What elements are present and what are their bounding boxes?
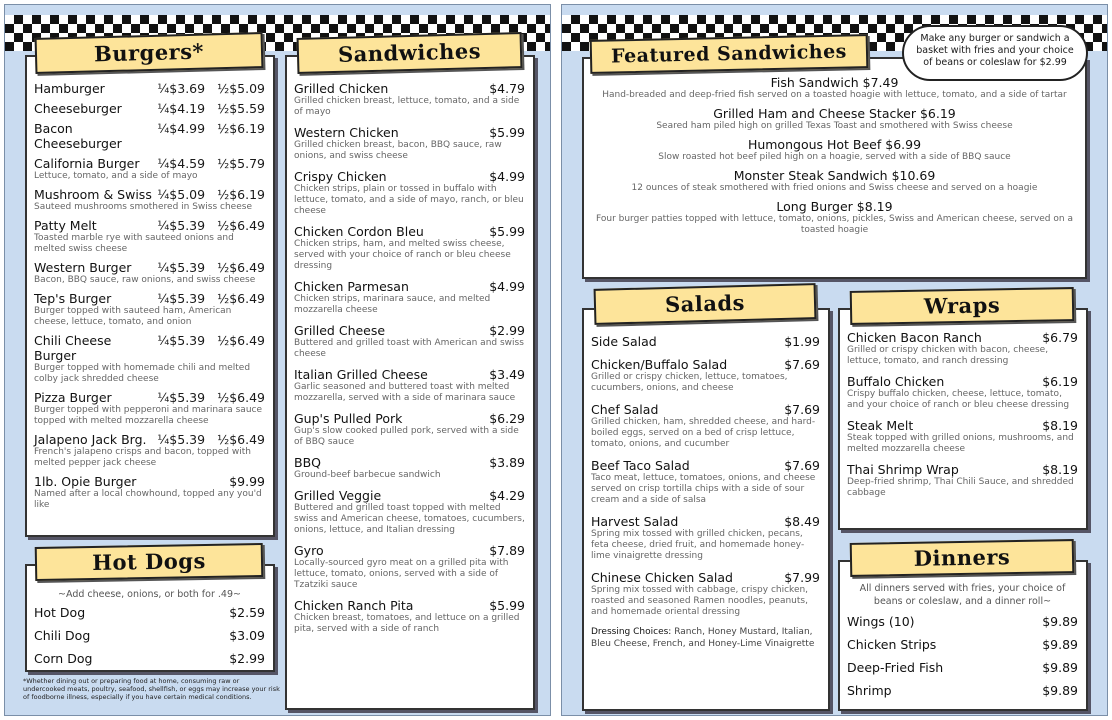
dressing-choices [591,626,820,650]
wraps-section [838,308,1088,530]
salads-banner [594,283,817,325]
salad-row [591,402,820,417]
half-pound-price: ½$6.49 [217,218,265,233]
dressing-text: Ranch, Honey Mustard, Italian, Bleu Cheese, French, and Honey-Lime Vinaigrette [591,627,815,649]
dinner-item [847,637,1078,652]
hotdog-item [34,628,265,643]
featured-item [594,137,1075,163]
food-safety-disclaimer: *Whether dining out or preparing food at home, consuming raw or undercooked meats, poultry, seafood, shellfish, or eggs may increase your risk of foodborne illness, especially if you have certain medical conditions. [23,677,280,701]
sandwich-row [294,543,525,558]
burger-prices [157,121,265,136]
dinner-row [847,660,1078,675]
dinner-name: Deep-Fried Fish [847,660,944,675]
salad-name: Beef Taco Salad [591,458,690,473]
wrap-row [847,330,1078,345]
burger-item [34,291,265,328]
salad-name: Harvest Salad [591,514,679,529]
featured-list [594,75,1075,236]
hotdogs-note: ~Add cheese, onions, or both for .49~ [58,589,241,600]
hotdog-row [34,651,265,666]
sandwich-name: Grilled Cheese [294,323,386,338]
wraps-title: Wraps [923,292,1001,319]
burger-row [34,156,265,171]
sandwich-price: $6.29 [489,411,525,426]
sandwich-item [294,543,525,591]
burger-item [34,260,265,286]
sandwich-description: Grilled chicken breast, lettuce, tomato, and a side of mayo [294,96,520,117]
burger-row [34,291,265,306]
dinners-note: All dinners served with fries, your choice of beans or coleslaw, and a dinner roll~ [859,583,1066,607]
sandwich-row [294,367,525,382]
sandwich-description: Ground-beef barbecue sandwich [294,470,441,480]
hotdogs-banner [35,543,264,581]
burger-row [34,101,265,116]
burger-description: Burger topped with homemade chili and melted colby jack shredded cheese [34,363,251,384]
salad-item [591,402,820,450]
salad-description: Spring mix tossed with cabbage, crispy chicken, roasted and seasoned Ramen noodles, peanuts, and homemade oriental dressing [591,585,809,617]
sandwich-price: $3.89 [489,455,525,470]
burgers-title: Burgers* [93,38,205,67]
burger-item [34,101,265,116]
quarter-pound-price: ¼$4.19 [157,101,206,116]
sandwich-description: Buttered and grilled toast topped with melted swiss and American cheese, tomatoes, cucumbers, onions, lettuce, and Italian dressing [294,503,525,535]
sandwich-price: $4.99 [489,169,525,184]
dinner-row [847,637,1078,652]
burger-name: Mushroom & Swiss [34,187,152,202]
quarter-pound-price: ¼$3.69 [157,81,206,96]
hotdog-price: $3.09 [229,628,265,643]
dinners-section [838,560,1088,711]
burger-description: Burger topped with sauteed ham, American cheese, lettuce, tomato, and onion [34,306,232,327]
menu-page-right [561,4,1108,716]
burger-name: Bacon Cheeseburger [34,121,122,151]
quarter-pound-price: ¼$5.39 [157,260,206,275]
dressing-label: Dressing Choices: [591,627,672,637]
salad-row [591,570,820,585]
burger-item [34,156,265,182]
burger-row [34,121,265,151]
sandwich-price: $5.99 [489,598,525,613]
dinner-item [847,614,1078,629]
salad-price: $7.69 [784,458,820,473]
quarter-pound-price: ¼$5.39 [157,218,206,233]
wrap-row [847,462,1078,477]
half-pound-price: ½$5.79 [217,156,265,171]
sandwich-description: Chicken breast, tomatoes, and lettuce on a grilled pita, served with a side of ranch [294,613,520,634]
burger-row [34,474,265,489]
salad-description: Taco meat, lettuce, tomatoes, onions, and cheese served on crisp tortilla chips with a side of sour cream and a side of salsa [591,473,816,505]
burger-name: Pizza Burger [34,390,112,405]
sandwich-row [294,125,525,140]
sandwich-description: Buttered and grilled toast with American and swiss cheese [294,338,524,359]
salads-section [582,308,830,711]
dinner-row [847,614,1078,629]
featured-description: Seared ham piled high on grilled Texas Toast and smothered with Swiss cheese [656,121,1013,131]
sandwich-price: $5.99 [489,224,525,239]
sandwich-name: BBQ [294,455,321,470]
burger-name: Patty Melt [34,218,97,233]
salad-row [591,458,820,473]
burger-prices [157,101,265,116]
sandwich-price: $3.49 [489,367,525,382]
burger-description: Named after a local chowhound, topped any you'd like [34,489,262,510]
sandwich-price: $5.99 [489,125,525,140]
salad-description: Grilled chicken, ham, shredded cheese, and hard-boiled eggs, served on a bed of crisp lettuce, tomato, onions, and cucumber [591,417,816,449]
dinner-price: $9.89 [1042,614,1078,629]
featured-name: Fish Sandwich $7.49 [770,75,899,90]
burger-description: Toasted marble rye with sauteed onions and melted swiss cheese [34,233,234,254]
burger-prices [157,432,265,447]
half-pound-price: ½$6.49 [217,390,265,405]
wrap-price: $6.79 [1042,330,1078,345]
featured-name: Monster Steak Sandwich $10.69 [733,168,936,183]
sandwich-name: Italian Grilled Cheese [294,367,428,382]
featured-description: Four burger patties topped with lettuce, tomato, onions, pickles, Swiss and American cheese, served on a toasted hoagie [596,214,1073,235]
sandwich-description: Chicken strips, plain or tossed in buffalo with lettuce, tomato, and a side of mayo, ranch, or bleu cheese [294,184,524,216]
sandwiches-section [285,55,535,710]
burger-prices [157,156,265,171]
burgers-banner [35,32,264,74]
quarter-pound-price: ¼$5.39 [157,390,206,405]
sandwich-name: Crispy Chicken [294,169,387,184]
sandwich-description: Locally-sourced gyro meat on a grilled pita with lettuce, tomato, onions, served with a side of Tzatziki sauce [294,558,509,590]
featured-description: 12 ounces of steak smothered with fried onions and Swiss cheese and served on a hoagie [631,183,1038,193]
sandwiches-title: Sandwiches [337,38,482,67]
sandwich-description: Grilled chicken breast, bacon, BBQ sauce, raw onions, and swiss cheese [294,140,502,161]
sandwich-item [294,488,525,536]
salad-item [591,357,820,394]
burger-name: Western Burger [34,260,132,275]
half-pound-price: ½$6.49 [217,260,265,275]
salad-price: $7.69 [784,357,820,372]
sandwich-row [294,411,525,426]
wrap-price: $8.19 [1042,462,1078,477]
sandwich-item [294,367,525,404]
wrap-item [847,418,1078,455]
burger-name: 1lb. Opie Burger [34,474,137,489]
sandwich-row [294,279,525,294]
dinner-price: $9.89 [1042,637,1078,652]
featured-name: Grilled Ham and Cheese Stacker $6.19 [713,106,956,121]
hotdog-row [34,605,265,620]
burger-prices [157,187,265,202]
salad-name: Side Salad [591,334,657,349]
dinner-name: Wings (10) [847,614,915,629]
salad-name: Chicken/Buffalo Salad [591,357,728,372]
featured-description: Slow roasted hot beef piled high on a hoagie, served with a side of BBQ sauce [658,152,1011,162]
burger-description: Burger topped with pepperoni and marinara sauce topped with melted mozzarella cheese [34,405,263,426]
burger-item [34,333,265,385]
wrap-name: Buffalo Chicken [847,374,945,389]
wrap-price: $8.19 [1042,418,1078,433]
burger-description: Sauteed mushrooms smothered in Swiss cheese [34,202,252,212]
hotdog-row [34,628,265,643]
sandwich-name: Grilled Chicken [294,81,389,96]
burger-name: Jalapeno Jack Brg. [34,432,147,447]
sandwich-item [294,169,525,217]
wrap-price: $6.19 [1042,374,1078,389]
burger-prices [157,390,265,405]
basket-offer-bubble: Make any burger or sandwich a basket with fries and your choice of beans or coleslaw for $2.99 [902,25,1088,81]
sandwich-item [294,81,525,118]
wrap-name: Chicken Bacon Ranch [847,330,982,345]
sandwich-name: Gup's Pulled Pork [294,411,403,426]
sandwich-price: $4.79 [489,81,525,96]
burger-row [34,333,265,363]
burger-list [34,81,265,511]
hotdog-price: $2.59 [229,605,265,620]
hotdog-name: Corn Dog [34,651,93,666]
burger-item [34,474,265,511]
sandwich-row [294,224,525,239]
salads-title: Salads [664,289,746,318]
dinner-item [847,660,1078,675]
sandwich-price: $4.99 [489,279,525,294]
sandwich-description: Garlic seasoned and buttered toast with melted mozzarella, served with a side of marinara sauce [294,382,516,403]
sandwich-row [294,169,525,184]
half-pound-price: ½$6.19 [217,121,265,136]
quarter-pound-price: ¼$5.39 [157,333,206,348]
featured-item [594,106,1075,132]
burger-description: Bacon, BBQ sauce, raw onions, and swiss cheese [34,275,256,285]
featured-name: Long Burger $8.19 [776,199,893,214]
featured-name: Humongous Hot Beef $6.99 [747,137,922,152]
wrap-name: Steak Melt [847,418,914,433]
salad-row [591,514,820,529]
hotdog-name: Chili Dog [34,628,91,643]
burger-row [34,390,265,405]
salad-price: $8.49 [784,514,820,529]
sandwich-item [294,224,525,272]
sandwich-row [294,323,525,338]
burger-item [34,432,265,469]
wrap-item [847,330,1078,367]
wraps-banner [850,287,1075,325]
sandwich-name: Gyro [294,543,324,558]
hotdogs-title: Hot Dogs [91,548,206,575]
dinner-price: $9.89 [1042,683,1078,698]
half-pound-price: ½$6.49 [217,291,265,306]
dinner-name: Chicken Strips [847,637,937,652]
burger-prices [157,81,265,96]
burger-description: French's jalapeno crisps and bacon, topped with melted pepper jack cheese [34,447,251,468]
sandwich-description: Chicken strips, marinara sauce, and melted mozzarella cheese [294,294,491,315]
burger-row [34,81,265,96]
salad-item [591,514,820,562]
burger-item [34,390,265,427]
sandwich-item [294,279,525,316]
wrap-row [847,418,1078,433]
quarter-pound-price: ¼$4.99 [157,121,206,136]
burger-row [34,187,265,202]
quarter-pound-price: ¼$5.39 [157,432,206,447]
salad-row [591,357,820,372]
salad-item [591,570,820,618]
wrap-description: Steak topped with grilled onions, mushrooms, and melted mozzarella cheese [847,433,1074,454]
sandwich-list [294,81,525,635]
featured-section [582,57,1087,279]
sandwich-price: $2.99 [489,323,525,338]
wrap-description: Deep-fried shrimp, Thai Chili Sauce, and shredded cabbage [847,477,1074,498]
half-pound-price: ½$6.49 [217,333,265,348]
sandwich-item [294,125,525,162]
half-pound-price: ½$6.19 [217,187,265,202]
half-pound-price: ½$5.09 [217,81,265,96]
salad-name: Chef Salad [591,402,659,417]
salad-list [591,334,820,618]
dinner-row [847,683,1078,698]
salad-item [591,458,820,506]
salad-row [591,334,820,349]
hotdog-item [34,605,265,620]
burger-row [34,432,265,447]
burger-prices [157,260,265,275]
burger-item [34,218,265,255]
sandwich-price: $4.29 [489,488,525,503]
featured-title: Featured Sandwiches [610,40,848,68]
featured-banner [590,34,869,74]
burger-prices [157,333,265,348]
wrap-item [847,374,1078,411]
salad-description: Grilled or crispy chicken, lettuce, tomatoes, cucumbers, onions, and cheese [591,372,788,393]
half-pound-price: ½$5.59 [217,101,265,116]
sandwich-row [294,488,525,503]
hotdog-list [34,605,265,666]
dinners-title: Dinners [913,544,1011,571]
sandwich-item [294,455,525,481]
salad-price: $7.99 [784,570,820,585]
burger-name: Tep's Burger [34,291,112,306]
salad-price: $7.69 [784,402,820,417]
featured-item [594,199,1075,236]
dinner-name: Shrimp [847,683,892,698]
wrap-row [847,374,1078,389]
burger-row [34,260,265,275]
featured-description: Hand-breaded and deep-fried fish served on a toasted hoagie with lettuce, tomato, and a side of tartar [602,90,1067,100]
salad-item [591,334,820,349]
wrap-name: Thai Shrimp Wrap [847,462,959,477]
sandwich-name: Grilled Veggie [294,488,382,503]
dinner-list [847,614,1078,698]
dinner-item [847,683,1078,698]
sandwich-item [294,323,525,360]
quarter-pound-price: ¼$4.59 [157,156,206,171]
hotdog-item [34,651,265,666]
burger-prices [157,218,265,233]
burger-price: $9.99 [229,474,265,489]
burger-item [34,121,265,151]
hotdog-name: Hot Dog [34,605,86,620]
burger-item [34,187,265,213]
dinner-price: $9.89 [1042,660,1078,675]
sandwich-name: Chicken Ranch Pita [294,598,414,613]
wrap-item [847,462,1078,499]
sandwich-name: Chicken Cordon Bleu [294,224,424,239]
burger-name: Chili Cheese Burger [34,333,112,363]
quarter-pound-price: ¼$5.39 [157,291,206,306]
sandwich-description: Chicken strips, ham, and melted swiss cheese, served with your choice of ranch or bleu cheese dressing [294,239,511,271]
burger-prices [157,291,265,306]
sandwich-item [294,598,525,635]
burger-name: Hamburger [34,81,105,96]
sandwich-row [294,455,525,470]
sandwich-price: $7.89 [489,543,525,558]
featured-item [594,168,1075,194]
burger-name: California Burger [34,156,140,171]
quarter-pound-price: ¼$5.09 [157,187,206,202]
sandwich-item [294,411,525,448]
sandwich-row [294,598,525,613]
sandwich-name: Western Chicken [294,125,399,140]
burgers-section [25,55,275,537]
menu-page-left [4,4,551,716]
wrap-description: Crispy buffalo chicken, cheese, lettuce, tomato, and your choice of ranch or bleu cheese dressing [847,389,1070,410]
dinners-banner [850,539,1075,577]
hotdog-price: $2.99 [229,651,265,666]
salad-price: $1.99 [784,334,820,349]
burger-item [34,81,265,96]
sandwiches-banner [297,32,523,74]
wrap-list [847,330,1078,499]
burger-row [34,218,265,233]
wrap-description: Grilled or crispy chicken with bacon, cheese, lettuce, tomato, and ranch dressing [847,345,1049,366]
sandwich-description: Gup's slow cooked pulled pork, served with a side of BBQ sauce [294,426,519,447]
burger-name: Cheeseburger [34,101,122,116]
burger-description: Lettuce, tomato, and a side of mayo [34,171,198,181]
salad-description: Spring mix tossed with grilled chicken, pecans, feta cheese, dried fruit, and homemade honey-lime vinaigrette dressing [591,529,805,561]
sandwich-row [294,81,525,96]
salad-name: Chinese Chicken Salad [591,570,733,585]
sandwich-name: Chicken Parmesan [294,279,409,294]
half-pound-price: ½$6.49 [217,432,265,447]
